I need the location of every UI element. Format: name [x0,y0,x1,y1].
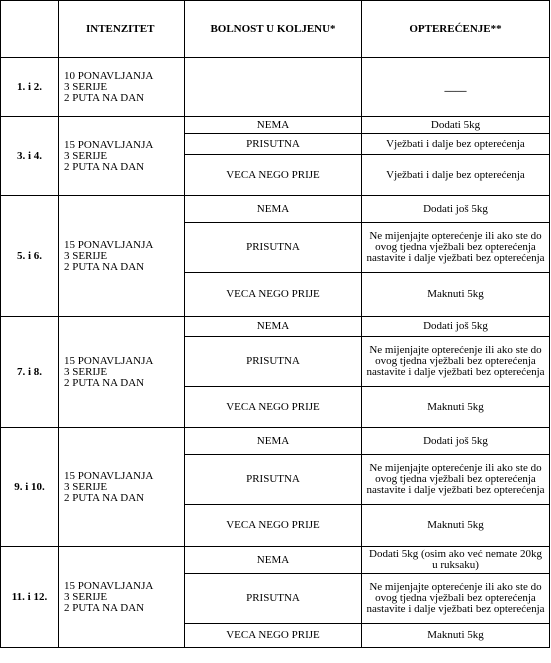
load-cell: Dodati još 5kg [362,317,550,337]
pain-cell [185,58,362,117]
header-pain: BOLNOST U KOLJENU* [185,1,362,58]
intensity-cell: 10 PONAVLJANJA 3 SERIJE 2 PUTA NA DAN [59,58,185,117]
table-row [1,196,550,223]
intensity-cell: 15 PONAVLJANJA 3 SERIJE 2 PUTA NA DAN [59,196,185,317]
table-row [1,58,550,117]
week-cell: 9. i 10. [1,428,59,547]
load-cell: Maknuti 5kg [362,505,550,547]
load-cell: Ne mijenjajte opterećenje ili ako ste do ovog tjedna vježbali bez opterećenja nastavite i dalje vježbati bez opterećenja [362,337,550,387]
pain-cell: VECA NEGO PRIJE [185,155,362,196]
load-cell: Dodati 5kg [362,117,550,134]
pain-cell: PRISUTNA [185,223,362,273]
load-cell: Vježbati i dalje bez opterećenja [362,134,550,155]
intensity-cell: 15 PONAVLJANJA 3 SERIJE 2 PUTA NA DAN [59,547,185,648]
load-cell: Maknuti 5kg [362,624,550,648]
pain-cell: NEMA [185,196,362,223]
load-cell: Maknuti 5kg [362,387,550,428]
pain-cell: VECA NEGO PRIJE [185,273,362,317]
pain-cell: NEMA [185,547,362,574]
week-cell: 7. i 8. [1,317,59,428]
pain-cell: PRISUTNA [185,455,362,505]
load-cell: Dodati 5kg (osim ako već nemate 20kg u ruksaku) [362,547,550,574]
no-load-dash: ____ [444,80,467,93]
load-cell: Maknuti 5kg [362,273,550,317]
week-cell: 1. i 2. [1,58,59,117]
table-row [1,428,550,455]
header-load: OPTEREĆENJE** [362,1,550,58]
load-cell: Ne mijenjajte opterećenje ili ako ste do ovog tjedna vježbali bez opterećenja nastavite i dalje vježbati bez opterećenja [362,223,550,273]
header-row [1,1,550,58]
week-cell: 3. i 4. [1,117,59,196]
pain-cell: VECA NEGO PRIJE [185,387,362,428]
week-cell: 5. i 6. [1,196,59,317]
load-cell: Vježbati i dalje bez opterećenja [362,155,550,196]
pain-cell: VECA NEGO PRIJE [185,505,362,547]
load-cell: Ne mijenjajte opterećenje ili ako ste do ovog tjedna vježbali bez opterećenja nastavite i dalje vježbati bez opterećenja [362,574,550,624]
week-cell: 11. i 12. [1,547,59,648]
load-cell [362,58,550,117]
intensity-cell: 15 PONAVLJANJA 3 SERIJE 2 PUTA NA DAN [59,317,185,428]
table-row [1,547,550,574]
table-row [1,117,550,134]
pain-cell: VECA NEGO PRIJE [185,624,362,648]
header-week [1,1,59,58]
pain-cell: NEMA [185,117,362,134]
intensity-cell: 15 PONAVLJANJA 3 SERIJE 2 PUTA NA DAN [59,117,185,196]
header-intensity: INTENZITET [59,1,185,58]
pain-cell: PRISUTNA [185,134,362,155]
load-cell: Ne mijenjajte opterećenje ili ako ste do ovog tjedna vježbali bez opterećenja nastavite i dalje vježbati bez opterećenja [362,455,550,505]
load-cell: Dodati još 5kg [362,196,550,223]
pain-cell: NEMA [185,317,362,337]
intensity-cell: 15 PONAVLJANJA 3 SERIJE 2 PUTA NA DAN [59,428,185,547]
pain-cell: PRISUTNA [185,574,362,624]
load-cell: Dodati još 5kg [362,428,550,455]
table-row [1,317,550,337]
pain-cell: NEMA [185,428,362,455]
pain-cell: PRISUTNA [185,337,362,387]
